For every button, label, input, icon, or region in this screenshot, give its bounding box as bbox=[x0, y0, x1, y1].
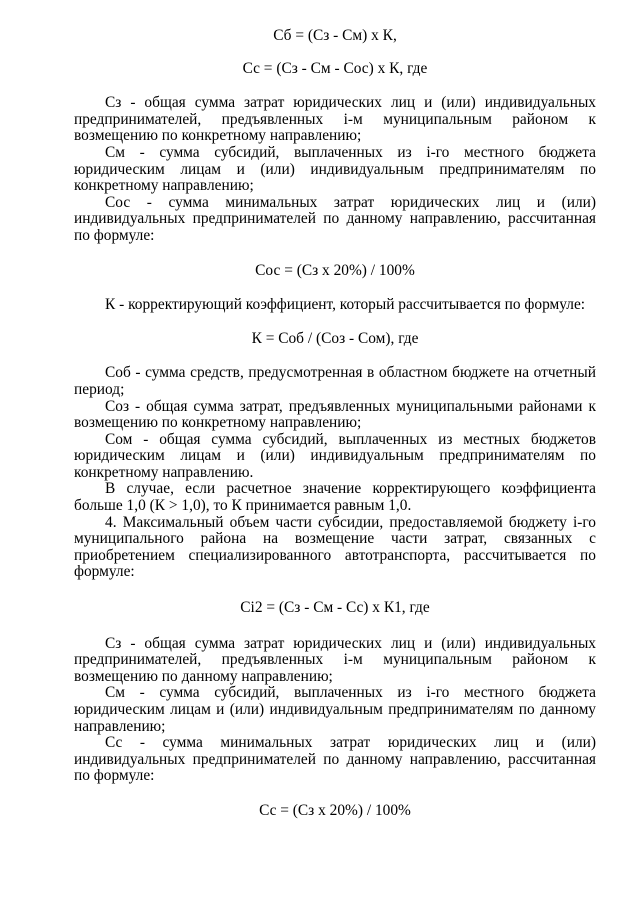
definition-sos: Сос - сумма минимальных затрат юридических лиц и (или) индивидуальных предпринимателей по данному направлению, рассчитанная по формуле: bbox=[74, 193, 596, 244]
definition-som: Сом - общая сумма субсидий, выплаченных из местных бюджетов юридическим лицам и (или) индивидуальным предпринимателям по конкретному направлению. bbox=[74, 430, 596, 481]
document-page bbox=[74, 28, 596, 820]
formula-ss-2: Сс = (Сз х 20%) / 100% bbox=[259, 801, 411, 819]
definition-soz: Соз - общая сумма затрат, предъявленных муниципальными районами к возмещению по конкретному направлению; bbox=[74, 397, 596, 432]
definition-sz: Сз - общая сумма затрат юридических лиц и (или) индивидуальных предпринимателей, предъявленных i-м муниципальным районом к возмещению по конкретному направлению; bbox=[74, 94, 596, 145]
coefficient-limit-note: В случае, если расчетное значение корректирующего коэффициента больше 1,0 (К > 1,0), то К принимается равным 1,0. bbox=[74, 480, 596, 515]
definition-sm-2: См - сумма субсидий, выплаченных из i-го местного бюджета юридическим лицам и (или) индивидуальным предпринимателям по данному направлению; bbox=[74, 684, 596, 735]
formula-k: К = Соб / (Соз - Сом), где bbox=[251, 329, 419, 347]
formula-sos: Сос = (Сз х 20%) / 100% bbox=[255, 261, 415, 279]
definition-k: К - корректирующий коэффициент, который рассчитывается по формуле: bbox=[105, 296, 586, 314]
definition-sm: См - сумма субсидий, выплаченных из i-го местного бюджета юридическим лицам и (или) индивидуальным предпринимателям по конкретному направлению; bbox=[74, 143, 596, 195]
definition-sz-2: Сз - общая сумма затрат юридических лиц и (или) индивидуальных предпринимателей, предъявленных i-м муниципальным районом к возмещению по данному направлению; bbox=[74, 634, 596, 685]
definition-sob: Соб - сумма средств, предусмотренная в областном бюджете на отчетный период; bbox=[74, 364, 596, 398]
formula-si2: Сi2 = (Сз - См - Сс) х К1, где bbox=[240, 599, 430, 617]
section-4-text: 4. Максимальный объем части субсидии, предоставляемой бюджету i-го муниципального района на возмещение части затрат, связанных с приобретением специализированного автотранспорта, рассчитывается по формуле: bbox=[74, 513, 596, 581]
formula-ss: Сс = (Сз - См - Сос) х К, где bbox=[242, 59, 428, 77]
definition-ss: Сс - сумма минимальных затрат юридических лиц и (или) индивидуальных предпринимателей по данному направлению, рассчитанная по формуле: bbox=[74, 734, 596, 785]
formula-sb: Сб = (Сз - См) х К, bbox=[273, 27, 397, 44]
